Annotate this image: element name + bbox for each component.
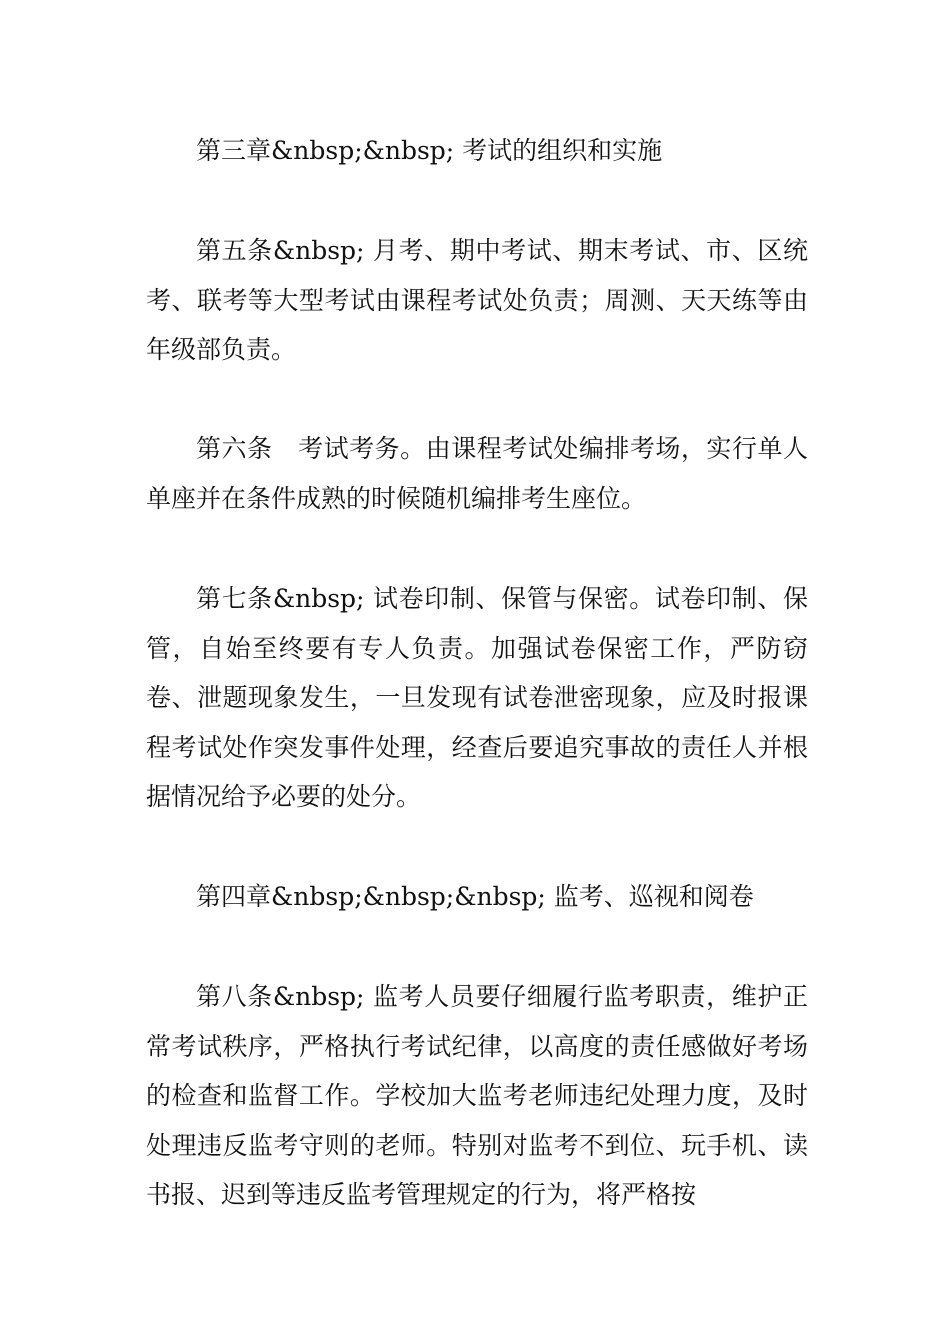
article-5-paragraph: 第五条&nbsp; 月考、期中考试、期末考试、市、区统考、联考等大型考试由课程考试处负责；周测、天天练等由年级部负责。 [146,236,808,364]
article-8-paragraph: 第八条&nbsp; 监考人员要仔细履行监考职责，维护正常考试秩序，严格执行考试纪律，以高度的责任感做好考场的检查和监督工作。学校加大监考老师违纪处理力度，及时处理违反监考守则的老师。特别对监考不到位、玩手机、读书报、迟到等违反监考管理规定的行为，将严格按 [146,982,808,1209]
chapter-3-heading: 第三章&nbsp;&nbsp; 考试的组织和实施 [196,136,663,165]
article-7-paragraph: 第七条&nbsp; 试卷印制、保管与保密。试卷印制、保管，自始至终要有专人负责。加强试卷保密工作，严防窃卷、泄题现象发生，一旦发现有试卷泄密现象，应及时报课程考试处作突发事件处理，经查后要追究事故的责任人并根据情况给予必要的处分。 [146,584,808,811]
article-6-paragraph: 第六条 考试考务。由课程考试处编排考场，实行单人单座并在条件成熟的时候随机编排考生座位。 [146,434,808,513]
chapter-4-heading: 第四章&nbsp;&nbsp;&nbsp; 监考、巡视和阅卷 [196,882,754,911]
